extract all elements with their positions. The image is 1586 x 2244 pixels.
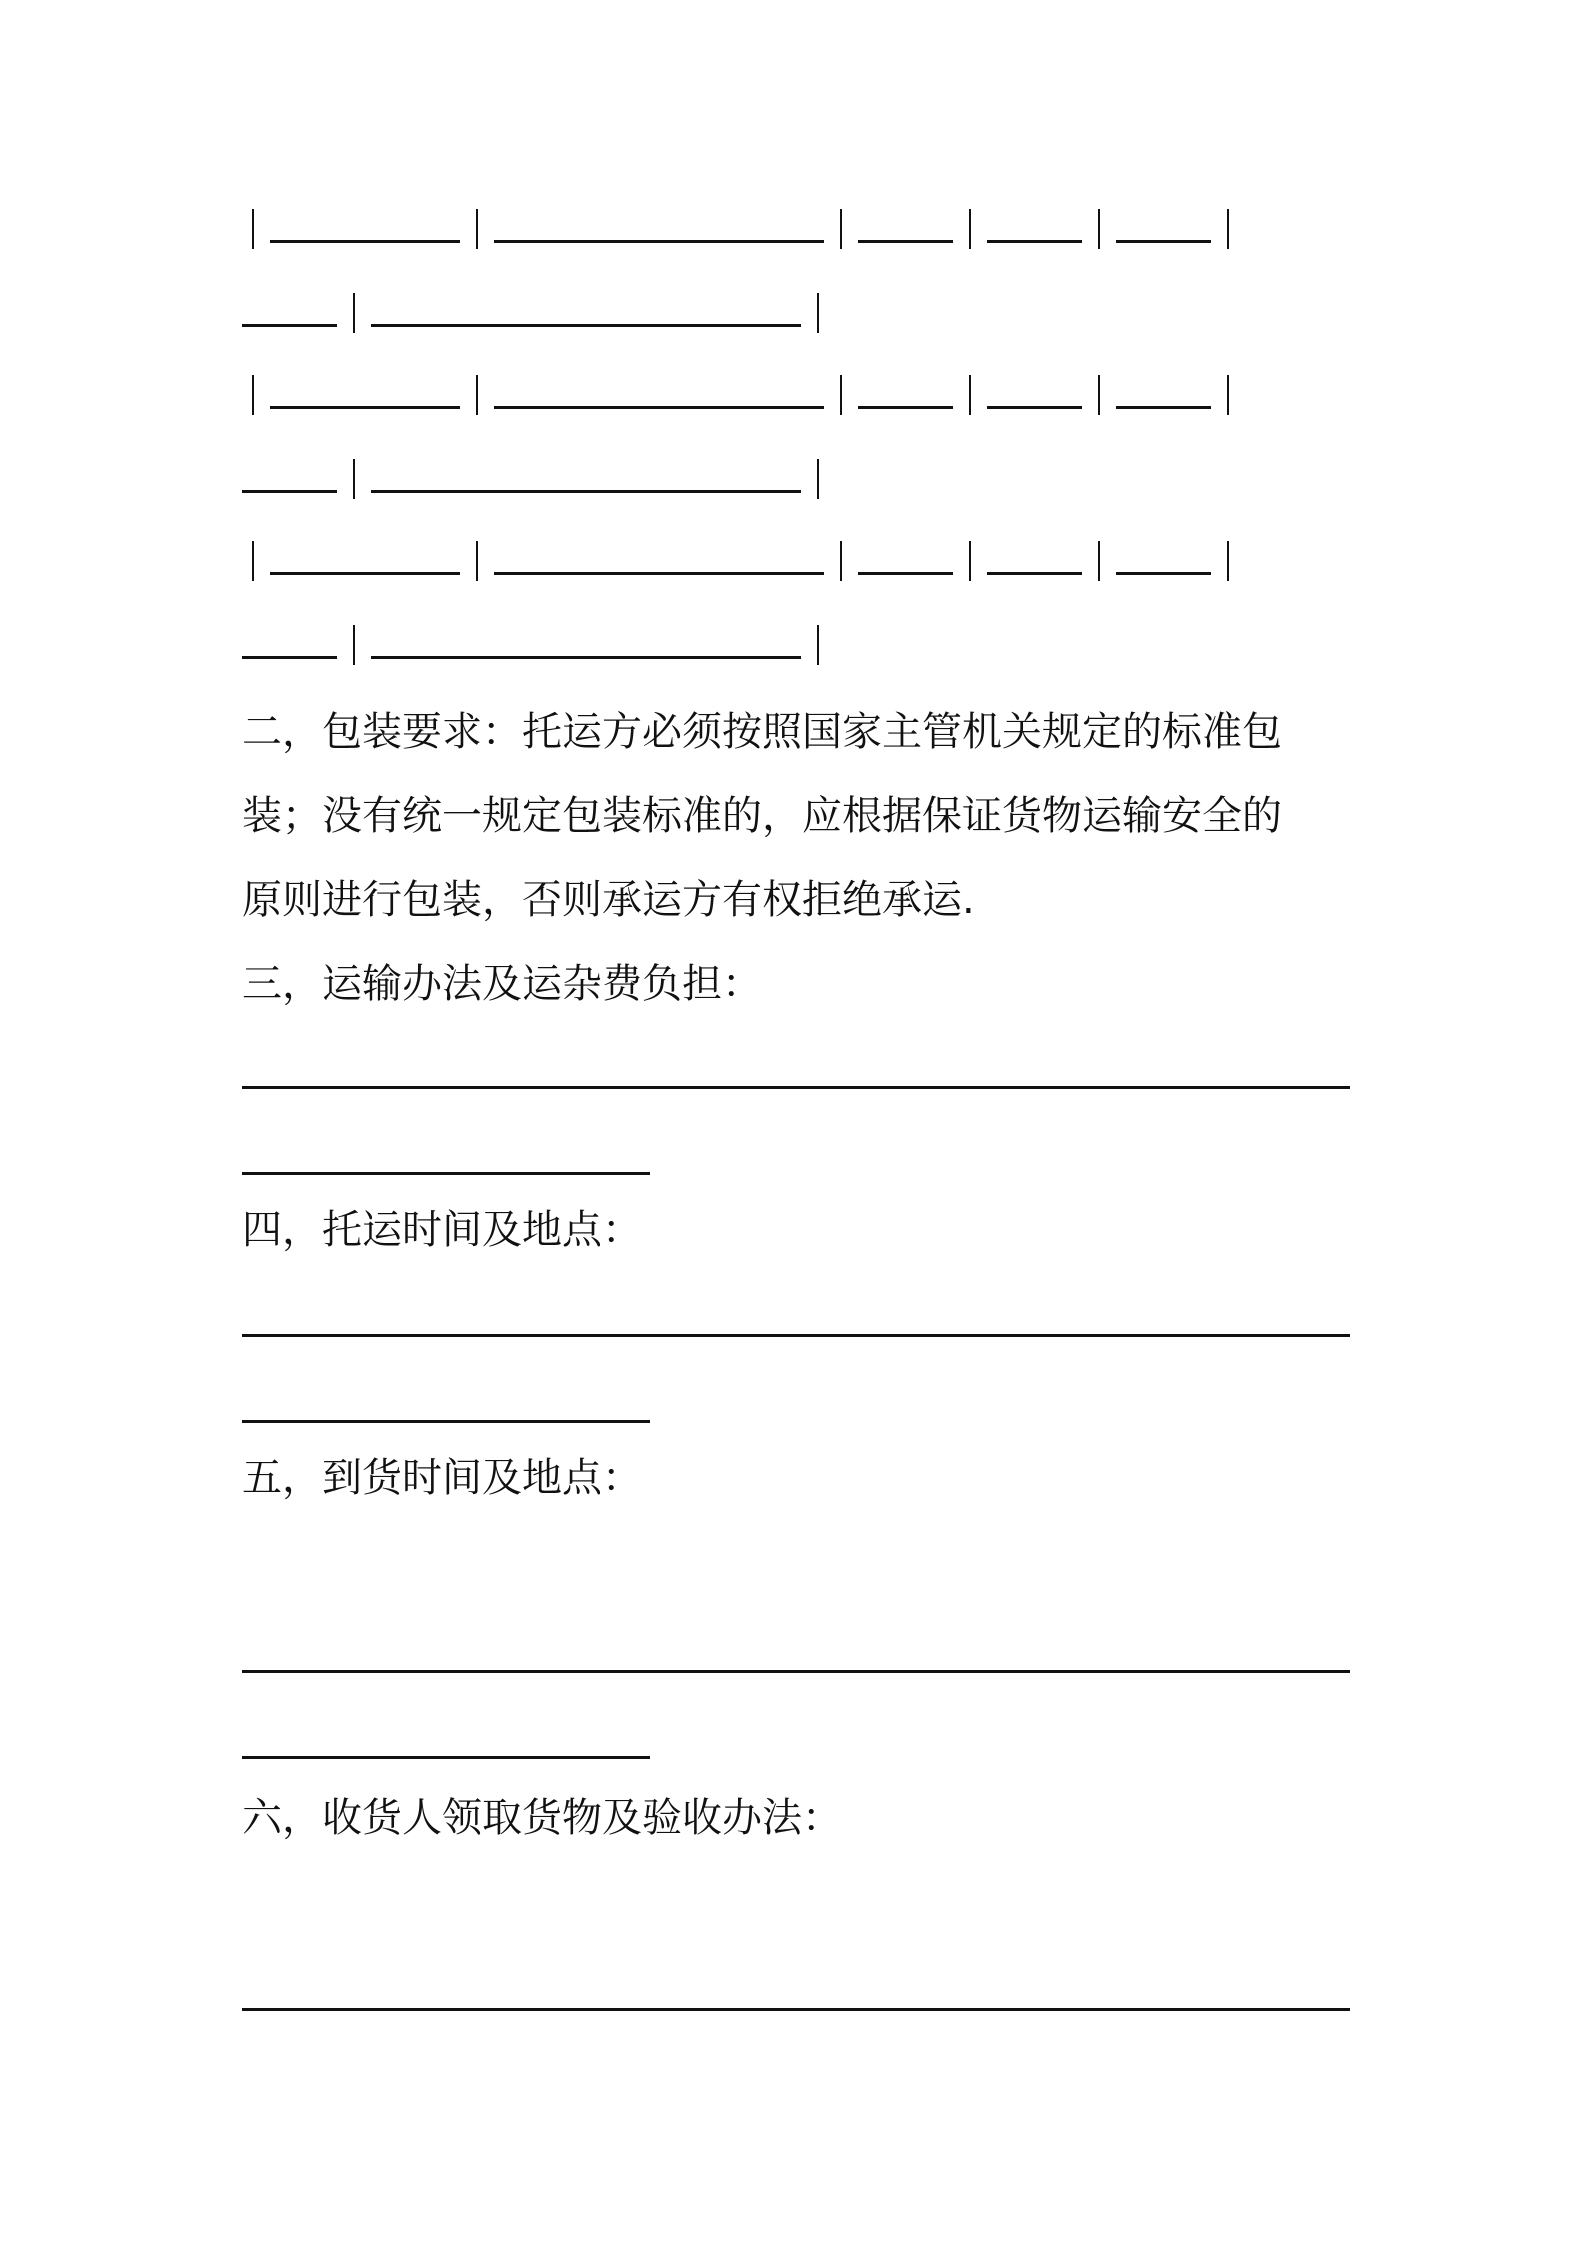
table-divider	[1227, 209, 1229, 249]
transport-method-heading: 三，运输办法及运杂费负担：	[242, 961, 762, 1007]
blank-field[interactable]	[371, 298, 801, 327]
table-divider	[252, 541, 254, 581]
blank-field[interactable]	[494, 380, 824, 409]
blank-field[interactable]	[242, 298, 337, 327]
table-divider	[840, 541, 842, 581]
table-row	[242, 520, 1362, 604]
table-divider	[476, 541, 478, 581]
table-divider	[476, 209, 478, 249]
blank-field[interactable]	[987, 214, 1082, 243]
table-divider	[476, 375, 478, 415]
table-divider	[1227, 541, 1229, 581]
table-divider	[1098, 209, 1100, 249]
table-row	[242, 188, 1362, 272]
blank-field[interactable]	[494, 214, 824, 243]
blank-field[interactable]	[270, 380, 460, 409]
table-divider	[1227, 375, 1229, 415]
table-divider	[840, 375, 842, 415]
table-divider	[1098, 375, 1100, 415]
blank-field[interactable]	[371, 630, 801, 659]
blank-field[interactable]	[1116, 214, 1211, 243]
blank-field[interactable]	[242, 464, 337, 493]
fill-in-line[interactable]	[242, 1172, 650, 1175]
table-row-continued	[242, 438, 1362, 522]
receipt-inspection-heading: 六，收货人领取货物及验收办法：	[242, 1795, 842, 1841]
fill-in-line[interactable]	[242, 1420, 650, 1423]
blank-field[interactable]	[858, 546, 953, 575]
table-divider	[817, 625, 819, 665]
fill-in-line[interactable]	[242, 1334, 1350, 1337]
table-divider	[969, 375, 971, 415]
blank-field[interactable]	[858, 380, 953, 409]
blank-field[interactable]	[987, 380, 1082, 409]
blank-field[interactable]	[1116, 380, 1211, 409]
table-divider	[817, 459, 819, 499]
packaging-requirement-line-2: 装；没有统一规定包装标准的，应根据保证货物运输安全的	[242, 793, 1282, 839]
fill-in-line[interactable]	[242, 1670, 1350, 1673]
blank-field[interactable]	[1116, 546, 1211, 575]
shipping-time-heading: 四，托运时间及地点：	[242, 1207, 642, 1253]
table-divider	[1098, 541, 1100, 581]
fill-in-line[interactable]	[242, 1086, 1350, 1089]
table-divider	[969, 541, 971, 581]
packaging-requirement-line-3: 原则进行包装，否则承运方有权拒绝承运.	[242, 877, 975, 923]
table-divider	[817, 293, 819, 333]
table-divider	[353, 459, 355, 499]
table-divider	[252, 375, 254, 415]
blank-field[interactable]	[494, 546, 824, 575]
table-row-continued	[242, 604, 1362, 688]
table-divider	[969, 209, 971, 249]
blank-field[interactable]	[371, 464, 801, 493]
blank-field[interactable]	[270, 214, 460, 243]
blank-field[interactable]	[858, 214, 953, 243]
table-divider	[252, 209, 254, 249]
fill-in-line[interactable]	[242, 2008, 1350, 2011]
fill-in-line[interactable]	[242, 1756, 650, 1759]
arrival-time-heading: 五，到货时间及地点：	[242, 1455, 642, 1501]
blank-field[interactable]	[987, 546, 1082, 575]
table-divider	[840, 209, 842, 249]
blank-field[interactable]	[242, 630, 337, 659]
table-row-continued	[242, 272, 1362, 356]
table-divider	[353, 625, 355, 665]
packaging-requirement-line-1: 二，包装要求：托运方必须按照国家主管机关规定的标准包	[242, 709, 1282, 755]
table-row	[242, 354, 1362, 438]
table-divider	[353, 293, 355, 333]
blank-field[interactable]	[270, 546, 460, 575]
